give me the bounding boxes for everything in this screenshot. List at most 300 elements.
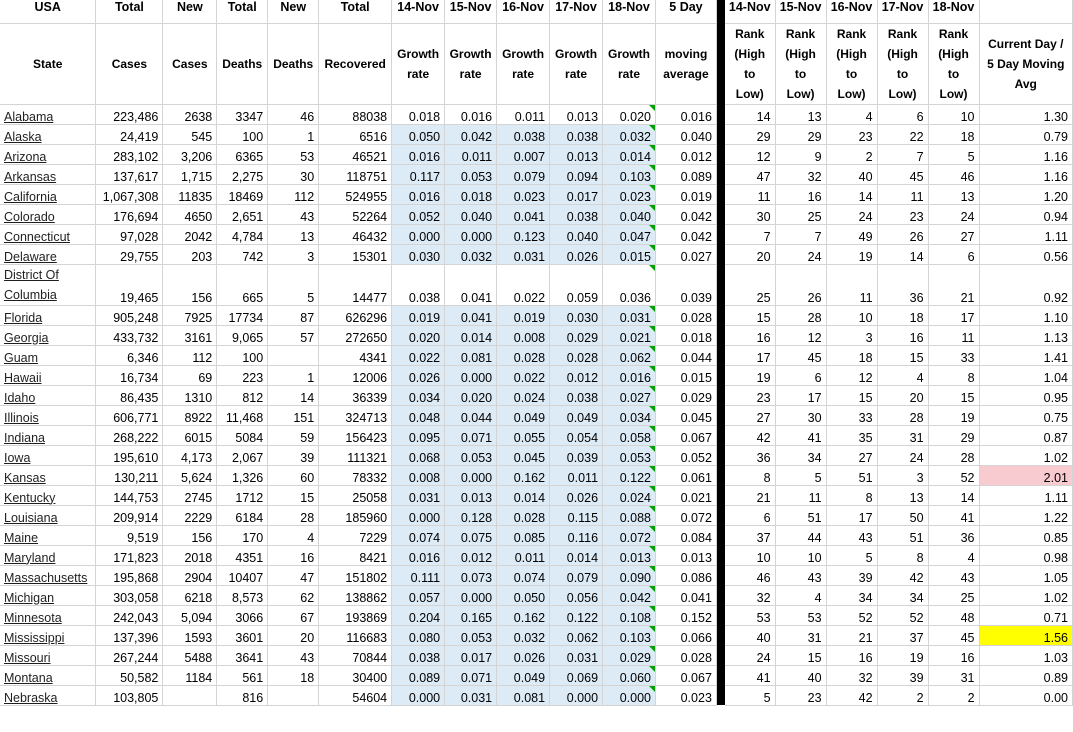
data-cell[interactable]: 20 [268,625,319,645]
data-cell[interactable]: 112 [268,184,319,204]
data-cell[interactable]: 0.049 [497,405,550,425]
data-cell[interactable]: 0.115 [550,505,603,525]
data-cell[interactable]: 7 [877,144,928,164]
state-cell[interactable] [0,465,96,485]
data-cell[interactable]: 5 [826,545,877,565]
data-cell[interactable]: 116683 [319,625,392,645]
state-cell[interactable] [0,365,96,385]
data-cell[interactable]: 0.042 [656,224,717,244]
data-cell[interactable]: 0.081 [445,345,497,365]
data-cell[interactable]: 11,468 [217,405,268,425]
data-cell[interactable]: 0.050 [497,585,550,605]
data-cell[interactable]: 193869 [319,605,392,625]
data-cell[interactable]: 52 [877,605,928,625]
data-cell[interactable]: 0.029 [656,385,717,405]
data-cell[interactable]: 0.000 [392,224,445,244]
data-cell[interactable]: 0.034 [603,405,656,425]
header-cell[interactable]: Recovered [319,23,392,104]
data-cell[interactable]: 11 [928,325,979,345]
data-cell[interactable]: 2 [877,685,928,705]
state-cell[interactable] [0,445,96,465]
data-cell[interactable]: 0.044 [656,345,717,365]
data-cell[interactable]: 0.019 [392,305,445,325]
data-cell[interactable]: 0.054 [550,425,603,445]
data-cell[interactable]: 0.089 [392,665,445,685]
data-cell[interactable]: 1,326 [217,465,268,485]
data-cell[interactable]: 0.052 [656,445,717,465]
data-cell[interactable]: 0.068 [392,445,445,465]
data-cell[interactable]: 0.000 [445,365,497,385]
data-cell[interactable]: 6365 [217,144,268,164]
data-cell[interactable]: 0.062 [550,625,603,645]
data-cell[interactable]: 267,244 [96,645,163,665]
data-cell[interactable]: 0.069 [550,665,603,685]
data-cell[interactable]: 0.013 [445,485,497,505]
data-cell[interactable]: 0.045 [497,445,550,465]
data-cell[interactable]: 15 [775,645,826,665]
data-cell[interactable]: 665 [217,264,268,305]
data-cell[interactable]: 0.021 [603,325,656,345]
data-cell[interactable]: 0.019 [497,305,550,325]
data-cell[interactable]: 4 [268,525,319,545]
header-cell[interactable]: Growth rate [550,23,603,104]
data-cell[interactable]: 3641 [217,645,268,665]
header-cell[interactable]: Deaths [268,23,319,104]
data-cell[interactable]: 111321 [319,445,392,465]
data-cell[interactable]: 97,028 [96,224,163,244]
data-cell[interactable]: 23 [725,385,775,405]
data-cell[interactable]: 25 [928,585,979,605]
data-cell[interactable]: 7 [725,224,775,244]
data-cell[interactable]: 6015 [163,425,217,445]
header-cell[interactable]: Rank (High to Low) [877,23,928,104]
data-cell[interactable]: 57 [268,325,319,345]
data-cell[interactable]: 0.094 [550,164,603,184]
data-cell[interactable]: 3 [877,465,928,485]
header-cell[interactable]: Rank (High to Low) [725,23,775,104]
header-cell[interactable]: Cases [163,23,217,104]
data-cell[interactable]: 16 [268,545,319,565]
data-cell[interactable]: 10 [826,305,877,325]
data-cell[interactable]: 209,914 [96,505,163,525]
data-cell[interactable]: 0.028 [497,505,550,525]
data-cell[interactable]: 4351 [217,545,268,565]
data-cell[interactable]: 69 [163,365,217,385]
data-cell[interactable]: 0.071 [445,665,497,685]
state-cell[interactable] [0,525,96,545]
data-cell[interactable]: 0.011 [497,545,550,565]
data-cell[interactable]: 1.03 [979,645,1072,665]
data-cell[interactable]: 2229 [163,505,217,525]
data-cell[interactable]: 0.034 [392,385,445,405]
data-cell[interactable] [163,685,217,705]
data-cell[interactable]: 0.023 [603,184,656,204]
data-cell[interactable]: 3347 [217,104,268,124]
data-cell[interactable]: 20 [877,385,928,405]
data-cell[interactable]: 39 [268,445,319,465]
data-cell[interactable]: 3 [826,325,877,345]
data-cell[interactable]: 0.040 [603,204,656,224]
data-cell[interactable]: 156 [163,264,217,305]
data-cell[interactable]: 0.92 [979,264,1072,305]
data-cell[interactable]: 0.014 [603,144,656,164]
data-cell[interactable]: 0.029 [550,325,603,345]
data-cell[interactable]: 17 [928,305,979,325]
data-cell[interactable]: 0.013 [550,104,603,124]
data-cell[interactable]: 0.026 [550,244,603,264]
data-cell[interactable]: 0.023 [656,685,717,705]
data-cell[interactable]: 170 [217,525,268,545]
data-cell[interactable]: 1.10 [979,305,1072,325]
data-cell[interactable]: 0.024 [603,485,656,505]
data-cell[interactable]: 223 [217,365,268,385]
data-cell[interactable]: 0.038 [550,204,603,224]
data-cell[interactable]: 19 [877,645,928,665]
data-cell[interactable]: 13 [928,184,979,204]
data-cell[interactable]: 0.103 [603,164,656,184]
data-cell[interactable]: 1.22 [979,505,1072,525]
data-cell[interactable]: 0.039 [550,445,603,465]
header-cell[interactable]: 15-Nov [775,0,826,23]
data-cell[interactable]: 156 [163,525,217,545]
data-cell[interactable]: 6 [725,505,775,525]
data-cell[interactable]: 0.000 [445,465,497,485]
data-cell[interactable]: 16,734 [96,365,163,385]
data-cell[interactable]: 0.062 [603,345,656,365]
data-cell[interactable]: 16 [928,645,979,665]
data-cell[interactable]: 10 [928,104,979,124]
state-link[interactable]: Massachusetts [4,570,88,585]
data-cell[interactable]: 27 [725,405,775,425]
data-cell[interactable]: 14477 [319,264,392,305]
data-cell[interactable]: 0.040 [550,224,603,244]
data-cell[interactable]: 0.074 [392,525,445,545]
data-cell[interactable]: 15 [877,345,928,365]
data-cell[interactable]: 812 [217,385,268,405]
data-cell[interactable]: 31 [775,625,826,645]
data-cell[interactable]: 47 [725,164,775,184]
data-cell[interactable] [268,345,319,365]
header-cell[interactable]: 17-Nov [550,0,603,23]
state-link[interactable]: Arkansas [4,169,57,184]
data-cell[interactable]: 0.008 [392,465,445,485]
data-cell[interactable]: 1 [268,365,319,385]
data-cell[interactable]: 39 [826,565,877,585]
data-cell[interactable]: 78332 [319,465,392,485]
data-cell[interactable]: 0.028 [656,305,717,325]
data-cell[interactable]: 0.074 [497,565,550,585]
data-cell[interactable]: 0.162 [497,465,550,485]
data-cell[interactable]: 46521 [319,144,392,164]
data-cell[interactable]: 18469 [217,184,268,204]
data-cell[interactable]: 0.041 [497,204,550,224]
data-cell[interactable]: 7 [775,224,826,244]
data-cell[interactable]: 8 [725,465,775,485]
data-cell[interactable]: 0.014 [497,485,550,505]
data-cell[interactable]: 0.014 [445,325,497,345]
data-cell[interactable]: 14 [826,184,877,204]
data-cell[interactable]: 0.038 [392,645,445,665]
data-cell[interactable]: 15301 [319,244,392,264]
data-cell[interactable]: 0.039 [656,264,717,305]
data-cell[interactable]: 11 [826,264,877,305]
data-cell[interactable]: 22 [877,124,928,144]
data-cell[interactable]: 0.152 [656,605,717,625]
state-cell[interactable] [0,645,96,665]
data-cell[interactable]: 9 [775,144,826,164]
data-cell[interactable]: 0.057 [392,585,445,605]
data-cell[interactable]: 100 [217,124,268,144]
data-cell[interactable]: 195,868 [96,565,163,585]
data-cell[interactable]: 52 [928,465,979,485]
data-cell[interactable]: 87 [268,305,319,325]
data-cell[interactable]: 5 [268,264,319,305]
data-cell[interactable]: 14 [268,385,319,405]
data-cell[interactable]: 28 [775,305,826,325]
data-cell[interactable]: 0.000 [445,224,497,244]
data-cell[interactable]: 2,275 [217,164,268,184]
header-cell[interactable]: 16-Nov [497,0,550,23]
header-cell[interactable]: 15-Nov [445,0,497,23]
data-cell[interactable]: 0.019 [656,184,717,204]
data-cell[interactable]: 12 [775,325,826,345]
data-cell[interactable]: 0.059 [550,264,603,305]
data-cell[interactable]: 0.017 [550,184,603,204]
data-cell[interactable]: 2 [928,685,979,705]
state-link[interactable]: District Of Columbia [4,267,59,302]
data-cell[interactable]: 36339 [319,385,392,405]
header-cell[interactable]: Rank (High to Low) [775,23,826,104]
data-cell[interactable]: 4 [826,104,877,124]
data-cell[interactable]: 0.103 [603,625,656,645]
data-cell[interactable]: 41 [775,425,826,445]
data-cell[interactable]: 0.000 [392,505,445,525]
data-cell[interactable]: 1.16 [979,164,1072,184]
data-cell[interactable]: 0.128 [445,505,497,525]
data-cell[interactable]: 4341 [319,345,392,365]
data-cell[interactable]: 1.56 [979,625,1072,645]
data-cell[interactable]: 0.072 [603,525,656,545]
data-cell[interactable]: 59 [268,425,319,445]
header-cell[interactable]: Total [217,0,268,23]
data-cell[interactable]: 0.204 [392,605,445,625]
data-cell[interactable]: 0.085 [497,525,550,545]
data-cell[interactable]: 6 [928,244,979,264]
data-cell[interactable]: 30 [268,164,319,184]
state-link[interactable]: Guam [4,350,39,365]
data-cell[interactable]: 15 [826,385,877,405]
state-cell[interactable] [0,685,96,705]
state-cell[interactable] [0,264,96,305]
data-cell[interactable]: 3066 [217,605,268,625]
data-cell[interactable]: 10 [775,545,826,565]
data-cell[interactable]: 88038 [319,104,392,124]
state-link[interactable]: Montana [4,670,53,685]
data-cell[interactable]: 0.162 [497,605,550,625]
data-cell[interactable]: 16 [877,325,928,345]
data-cell[interactable]: 0.027 [656,244,717,264]
data-cell[interactable]: 21 [826,625,877,645]
data-cell[interactable]: 0.047 [603,224,656,244]
state-link[interactable]: Connecticut [4,229,71,244]
data-cell[interactable]: 0.031 [445,685,497,705]
data-cell[interactable]: 46432 [319,224,392,244]
data-cell[interactable]: 2018 [163,545,217,565]
data-cell[interactable]: 0.079 [497,164,550,184]
data-cell[interactable]: 27 [928,224,979,244]
data-cell[interactable]: 7229 [319,525,392,545]
data-cell[interactable]: 816 [217,685,268,705]
state-cell[interactable] [0,585,96,605]
data-cell[interactable]: 0.044 [445,405,497,425]
data-cell[interactable]: 5488 [163,645,217,665]
data-cell[interactable]: 13 [268,224,319,244]
data-cell[interactable]: 0.041 [656,585,717,605]
data-cell[interactable]: 51 [775,505,826,525]
data-cell[interactable]: 3601 [217,625,268,645]
data-cell[interactable]: 37 [725,525,775,545]
header-cell[interactable]: 17-Nov [877,0,928,23]
data-cell[interactable]: 0.030 [392,244,445,264]
data-cell[interactable]: 130,211 [96,465,163,485]
data-cell[interactable]: 8421 [319,545,392,565]
data-cell[interactable]: 5,624 [163,465,217,485]
data-cell[interactable]: 34 [826,585,877,605]
data-cell[interactable]: 6218 [163,585,217,605]
data-cell[interactable]: 12 [725,144,775,164]
data-cell[interactable]: 283,102 [96,144,163,164]
data-cell[interactable]: 156423 [319,425,392,445]
data-cell[interactable]: 0.031 [392,485,445,505]
data-cell[interactable]: 32 [826,665,877,685]
data-cell[interactable]: 40 [775,665,826,685]
data-cell[interactable]: 151 [268,405,319,425]
data-cell[interactable]: 0.165 [445,605,497,625]
data-cell[interactable]: 45 [775,345,826,365]
data-cell[interactable]: 606,771 [96,405,163,425]
data-cell[interactable]: 0.018 [656,325,717,345]
data-cell[interactable]: 0.053 [603,445,656,465]
header-cell[interactable]: Growth rate [497,23,550,104]
header-cell[interactable]: Total [319,0,392,23]
data-cell[interactable]: 5 [928,144,979,164]
data-cell[interactable]: 26 [877,224,928,244]
state-link[interactable]: Arizona [4,149,47,164]
data-cell[interactable]: 30 [775,405,826,425]
data-cell[interactable]: 12 [826,365,877,385]
header-cell[interactable]: Deaths [217,23,268,104]
state-link[interactable]: Iowa [4,450,31,465]
data-cell[interactable]: 0.088 [603,505,656,525]
data-cell[interactable]: 11 [725,184,775,204]
data-cell[interactable]: 0.032 [603,124,656,144]
data-cell[interactable]: 35 [826,425,877,445]
data-cell[interactable]: 0.040 [656,124,717,144]
data-cell[interactable]: 0.016 [603,365,656,385]
data-cell[interactable]: 0.000 [445,585,497,605]
data-cell[interactable]: 18 [877,305,928,325]
data-cell[interactable]: 28 [877,405,928,425]
data-cell[interactable]: 33 [826,405,877,425]
data-cell[interactable]: 0.71 [979,605,1072,625]
data-cell[interactable]: 0.016 [392,184,445,204]
data-cell[interactable]: 0.017 [445,645,497,665]
data-cell[interactable]: 23 [877,204,928,224]
data-cell[interactable]: 0.79 [979,124,1072,144]
data-cell[interactable]: 0.98 [979,545,1072,565]
header-cell[interactable]: Growth rate [392,23,445,104]
data-cell[interactable]: 24 [725,645,775,665]
data-cell[interactable]: 0.050 [392,124,445,144]
data-cell[interactable]: 0.089 [656,164,717,184]
data-cell[interactable]: 29,755 [96,244,163,264]
data-cell[interactable]: 171,823 [96,545,163,565]
data-cell[interactable]: 15 [725,305,775,325]
data-cell[interactable]: 0.031 [550,645,603,665]
data-cell[interactable]: 2745 [163,485,217,505]
data-cell[interactable] [268,685,319,705]
data-cell[interactable]: 0.055 [497,425,550,445]
data-cell[interactable]: 0.081 [497,685,550,705]
data-cell[interactable]: 103,805 [96,685,163,705]
data-cell[interactable]: 0.012 [445,545,497,565]
data-cell[interactable]: 86,435 [96,385,163,405]
data-cell[interactable]: 54604 [319,685,392,705]
data-cell[interactable]: 0.028 [550,345,603,365]
data-cell[interactable]: 195,610 [96,445,163,465]
data-cell[interactable]: 118751 [319,164,392,184]
data-cell[interactable]: 0.038 [497,124,550,144]
data-cell[interactable]: 0.071 [445,425,497,445]
data-cell[interactable]: 0.066 [656,625,717,645]
data-cell[interactable]: 30 [725,204,775,224]
data-cell[interactable]: 24 [928,204,979,224]
data-cell[interactable]: 8 [928,365,979,385]
header-cell[interactable]: New [268,0,319,23]
data-cell[interactable]: 0.021 [656,485,717,505]
data-cell[interactable]: 47 [268,565,319,585]
state-cell[interactable] [0,425,96,445]
state-link[interactable]: Michigan [4,590,55,605]
data-cell[interactable]: 14 [725,104,775,124]
data-cell[interactable]: 12006 [319,365,392,385]
data-cell[interactable]: 0.95 [979,385,1072,405]
state-cell[interactable] [0,625,96,645]
data-cell[interactable]: 2,067 [217,445,268,465]
data-cell[interactable]: 67 [268,605,319,625]
data-cell[interactable]: 3161 [163,325,217,345]
data-cell[interactable]: 0.095 [392,425,445,445]
data-cell[interactable]: 0.041 [445,264,497,305]
data-cell[interactable]: 41 [928,505,979,525]
data-cell[interactable]: 1,067,308 [96,184,163,204]
data-cell[interactable]: 24 [826,204,877,224]
data-cell[interactable]: 272650 [319,325,392,345]
state-cell[interactable] [0,204,96,224]
header-cell[interactable]: 14-Nov [725,0,775,23]
data-cell[interactable]: 324713 [319,405,392,425]
data-cell[interactable]: 1.04 [979,365,1072,385]
data-cell[interactable]: 1 [268,124,319,144]
data-cell[interactable]: 6 [775,365,826,385]
data-cell[interactable]: 7925 [163,305,217,325]
header-cell[interactable]: 18-Nov [928,0,979,23]
data-cell[interactable]: 30400 [319,665,392,685]
data-cell[interactable]: 0.067 [656,665,717,685]
data-cell[interactable]: 6,346 [96,345,163,365]
data-cell[interactable]: 50 [877,505,928,525]
data-cell[interactable]: 19 [725,365,775,385]
